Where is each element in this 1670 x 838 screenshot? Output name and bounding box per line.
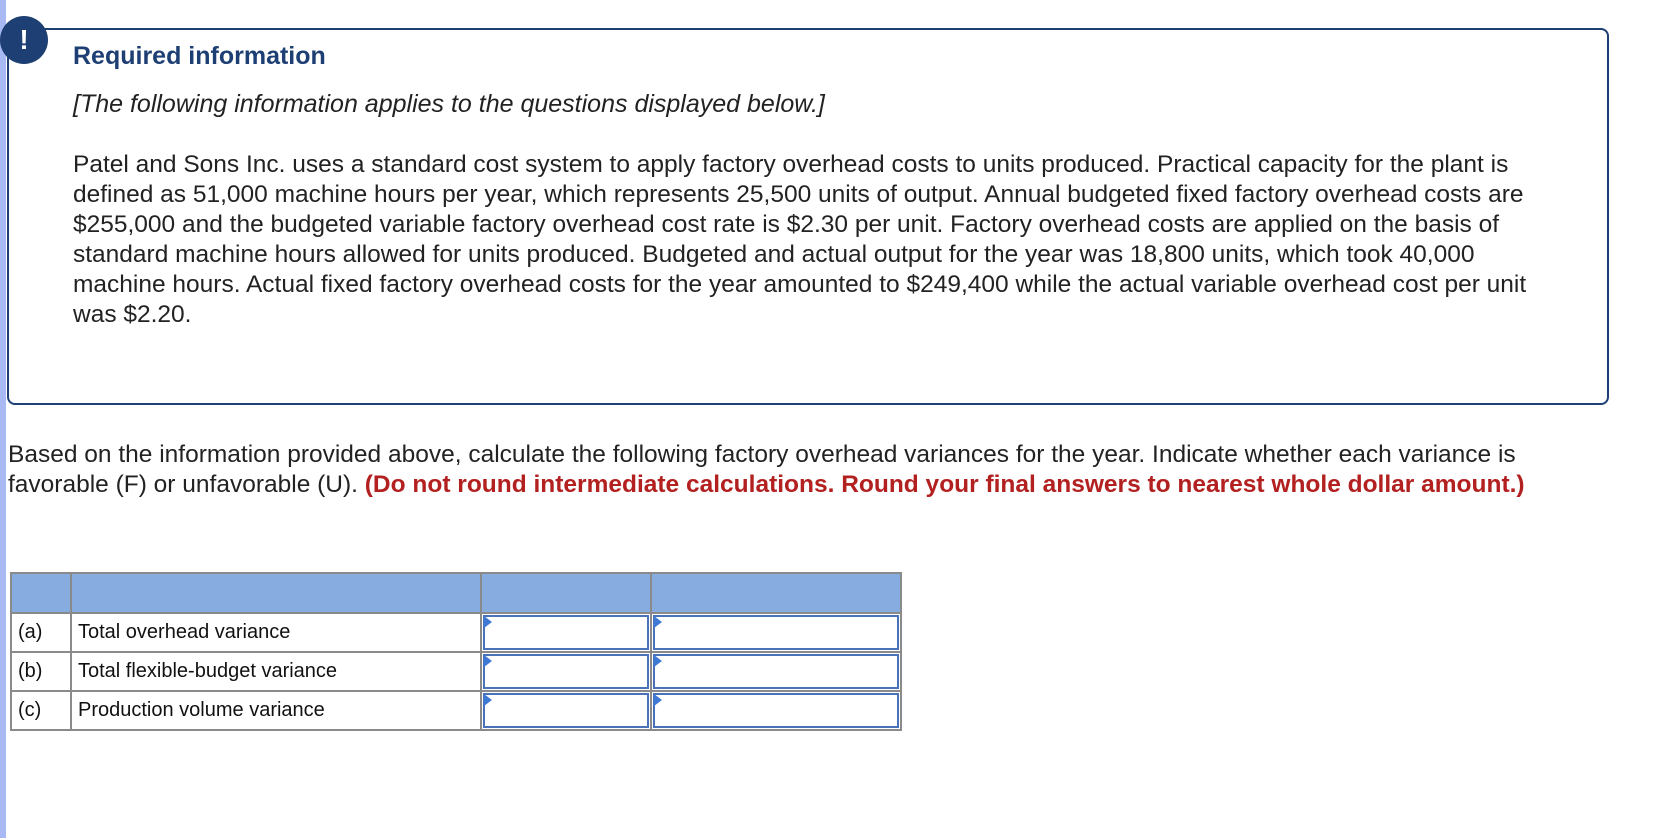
input-marker-icon [484,616,492,628]
input-marker-icon [654,616,662,628]
question-text [8,440,1568,500]
input-box[interactable] [653,693,899,728]
table-header-row [11,573,901,613]
input-marker-icon [484,655,492,667]
input-marker-icon [484,694,492,706]
question-prompt: Based on the information provided above, calculate the following factory overhead variances for the year. Indicate whether each variance is favorable (F) or unfavorable (U). [8,441,1516,498]
answer-table [10,572,902,731]
row-letter: (c) [11,691,71,730]
left-rail [0,0,6,838]
amount-input-a[interactable] [481,613,651,652]
row-label: Production volume variance [71,691,481,730]
input-box[interactable] [653,615,899,650]
amount-input-b[interactable] [481,652,651,691]
table-row [11,613,901,652]
table-row [11,691,901,730]
info-subtitle-text: [The following information applies to the questions displayed below.] [73,90,825,118]
row-letter: (a) [11,613,71,652]
input-box[interactable] [483,693,649,728]
row-letter: (b) [11,652,71,691]
row-label: Total flexible-budget variance [71,652,481,691]
input-box[interactable] [483,615,649,650]
rounding-note: (Do not round intermediate calculations. Round your final answers to nearest whole dollar amount.) [364,471,1525,498]
header-cell-label [71,573,481,613]
header-cell-amount [481,573,651,613]
fu-input-c[interactable] [651,691,901,730]
input-box[interactable] [483,654,649,689]
input-marker-icon [654,655,662,667]
input-box[interactable] [653,654,899,689]
info-title: Required information [73,42,326,70]
header-cell-letter [11,573,71,613]
exclamation-icon: ! [0,16,48,64]
amount-input-c[interactable] [481,691,651,730]
row-label: Total overhead variance [71,613,481,652]
info-subtitle [73,90,825,119]
input-marker-icon [654,694,662,706]
table-row [11,652,901,691]
fu-input-a[interactable] [651,613,901,652]
fu-input-b[interactable] [651,652,901,691]
info-body: Patel and Sons Inc. uses a standard cost system to apply factory overhead costs to units produced. Practical capacity for the plant is defined as 51,000 machine hours per year, which represents 25,500 units of output. Annual budgeted fixed factory overhead costs are $255,000 and the budgeted variable factory overhead cost rate is $2.30 per unit. Factory overhead costs are applied on the basis of standard machine hours allowed for units produced. Budgeted and actual output for the year was 18,800 units, which took 40,000 machine hours. Actual fixed factory overhead costs for the year amounted to $249,400 while the actual variable overhead cost per unit was $2.20. [73,151,1527,328]
header-cell-fu [651,573,901,613]
